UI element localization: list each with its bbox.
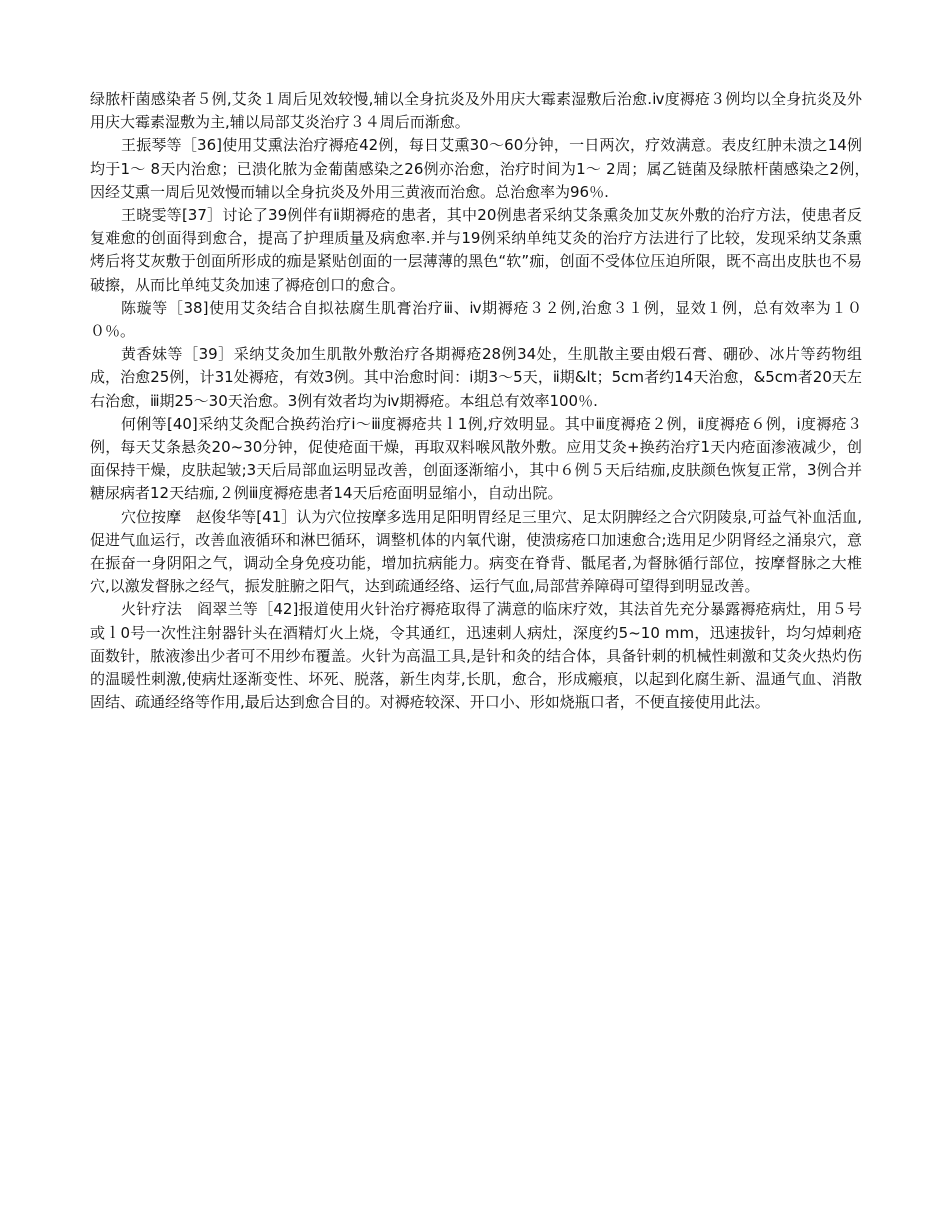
- paragraph-huang-xiangmei: 黄香妹等［39］采纳艾灸加生肌散外敷治疗各期褥疮28例34处，生肌散主要由煅石膏、硼砂、冰片等药物组成，治愈25例，计31处褥疮，有效3例。其中治愈时间：ⅰ期3～5天，ⅱ期&lt；5cm者约14天治愈，&5cm者20天左右治愈，ⅲ期25～30天治愈。3例有效者均为ⅳ期褥疮。本组总有效率100％.: [90, 345, 862, 410]
- paragraph-wang-xiaowen: 王晓雯等[37］讨论了39例伴有ⅱ期褥疮的患者，其中20例患者采纳艾条熏灸加艾灰外敷的治疗方法，使患者反复难愈的创面得到愈合，提高了护理质量及病愈率.并与19例采纳单纯艾灸的治疗方法进行了比较，发现采纳艾条熏烤后将艾灰敷于创面所形成的痂是紧贴创面的一层薄薄的黑色“软”痂，创面不受体位压迫所限，既不高出皮肤也不易破擦，从而比单纯艾灸加速了褥疮创口的愈合。: [90, 206, 862, 294]
- paragraph-wang-zhenqin: 王振琴等［36]使用艾熏法治疗褥疮42例，每日艾熏30～60分钟，一日两次，疗效满意。表皮红肿未溃之14例均于1～ 8天内治愈；已溃化脓为金葡菌感染之26例亦治愈，治疗时间为1～ 2周；属乙链菌及绿脓杆菌感染之2例， 因经艾熏一周后见效慢而辅以全身抗炎及外用三黄液而治愈。总治愈率为96％.: [90, 136, 878, 201]
- document-body: [90, 88, 878, 714]
- paragraph-he-li: 何俐等[40]采纳艾灸配合换药治疗ⅰ～ⅲ度褥疮共ｌ1例,疗效明显。其中ⅲ度褥疮２例，ⅱ度褥疮６例，ⅰ度褥疮３例，每天艾条悬灸20~30分钟，促使疮面干燥，再取双料喉风散外敷。应用艾灸+换药治疗1天内疮面渗液减少，创面保持干燥，皮肤起皱;3天后局部血运明显改善，创面逐渐缩小，其中６例５天后结痂,皮肤颜色恢复正常，3例合并糖尿病者12天结痂,２例ⅲ度褥疮患者14天后疮面明显缩小，自动出院。: [90, 414, 862, 503]
- paragraph-acupoint-massage: 穴位按摩 赵俊华等[41］认为穴位按摩多选用足阳明胃经足三里穴、足太阴脾经之合穴阴陵泉,可益气补血活血,促进气血运行，改善血液循环和淋巴循环，调整机体的内氧代谢，使溃疡疮口加速愈合;选用足少阴肾经之涌泉穴，意在振奋一身阴阳之气，调动全身免疫功能，增加抗病能力。病变在脊背、骶尾者,为督脉循行部位，按摩督脉之大椎穴,以激发督脉之经气，振发脏腑之阳气，达到疏通经络、运行气血,局部营养障碍可望得到明显改善。: [90, 507, 862, 596]
- paragraph-chen-xuan: 陈璇等［38]使用艾灸结合自拟祛腐生肌膏治疗ⅲ、ⅳ期褥疮３２例,治愈３１例，显效１例，总有效率为１００％。: [90, 298, 862, 341]
- paragraph-continuation: 绿脓杆菌感染者５例,艾灸１周后见效较慢,辅以全身抗炎及外用庆大霉素湿敷后治愈.ⅳ度褥疮３例均以全身抗炎及外用庆大霉素湿敷为主,辅以局部艾炎治疗３４周后而渐愈。: [90, 90, 862, 132]
- paragraph-fire-needle: 火针疗法 阎翠兰等［42]报道使用火针治疗褥疮取得了满意的临床疗效，其法首先充分暴露褥疮病灶，用５号或ｌ0号一次性注射器针头在酒精灯火上烧，令其通红，迅速刺人病灶，深度约5~10 mm，迅速拔针，均匀焯刺疮面数针，脓液渗出少者可不用纱布覆盖。火针为高温工具,是针和灸的结合体，具备针刺的机械性刺激和艾灸火热灼伤的温暖性刺激,使病灶逐渐变性、坏死、脱落，新生肉芽,长肌，愈合，形成瘢痕，以起到化腐生新、温通气血、消散固结、疏通经络等作用,最后达到愈合目的。对褥疮较深、开口小、形如烧瓶口者，不便直接使用此法。: [90, 600, 862, 712]
